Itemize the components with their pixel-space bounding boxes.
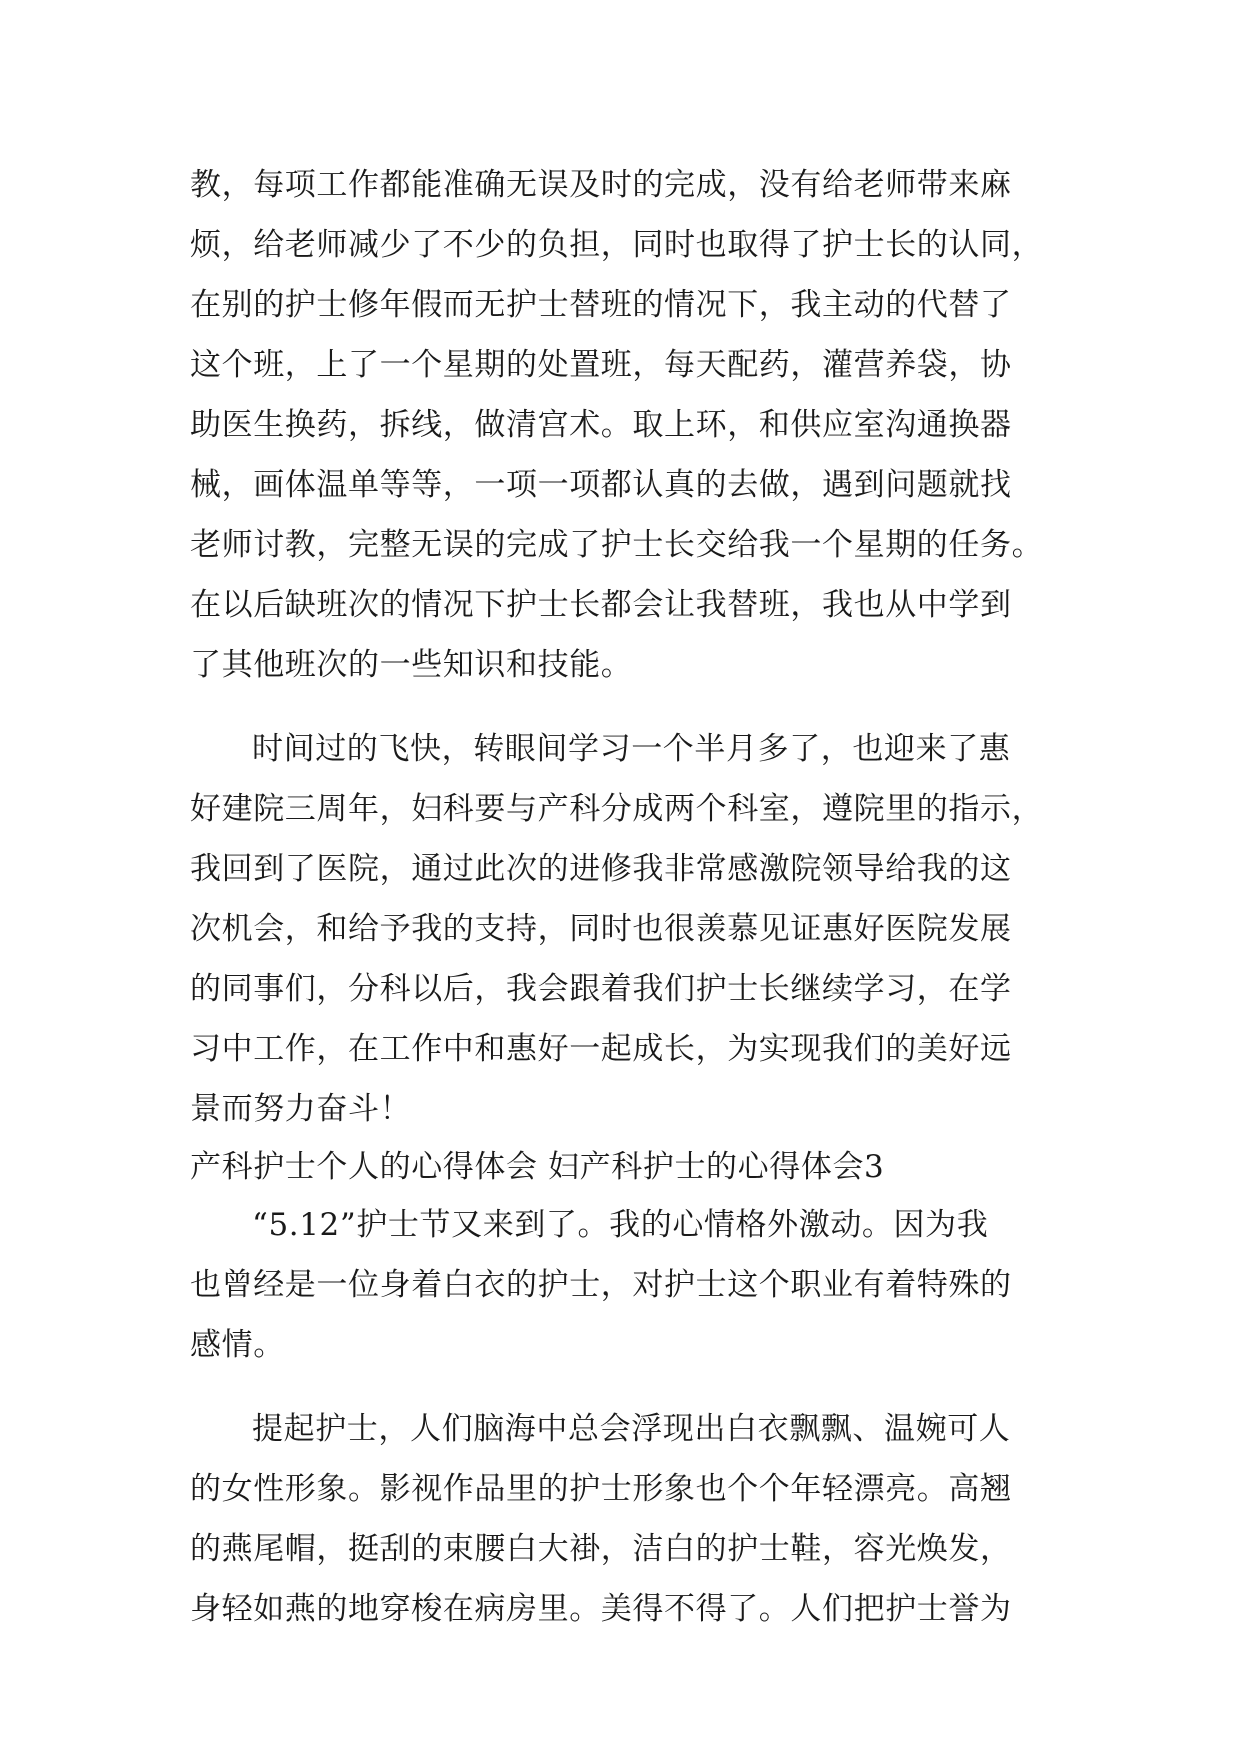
paragraph-line: 身轻如燕的地穿梭在病房里。美得不得了。人们把护士誉为 [190, 1591, 1012, 1627]
paragraph-line: 老师讨教，完整无误的完成了护士长交给我一个星期的任务。 [190, 527, 1044, 563]
paragraph-spacer [190, 695, 1060, 719]
paragraph-line: 时间过的飞快，转眼间学习一个半月多了，也迎来了惠 [252, 731, 1011, 767]
paragraph-1 [190, 155, 1060, 695]
paragraph-line: 感情。 [190, 1327, 285, 1363]
paragraph-line: 次机会，和给予我的支持，同时也很羡慕见证惠好医院发展 [190, 911, 1012, 947]
paragraph-2 [190, 719, 1060, 1139]
paragraph-line: 这个班，上了一个星期的处置班，每天配药，灌营养袋，协 [190, 347, 1012, 383]
paragraph-line: 好建院三周年，妇科要与产科分成两个科室，遵院里的指示， [190, 791, 1044, 827]
document-body [190, 155, 1060, 1639]
paragraph-3 [190, 1195, 1060, 1375]
section-heading: 产科护士个人的心得体会 妇产科护士的心得体会3 [190, 1149, 885, 1185]
paragraph-line: 械，画体温单等等，一项一项都认真的去做，遇到问题就找 [190, 467, 1012, 503]
paragraph-line: 了其他班次的一些知识和技能。 [190, 647, 633, 683]
paragraph-line: 景而努力奋斗！ [190, 1091, 412, 1127]
paragraph-line: 的女性形象。影视作品里的护士形象也个个年轻漂亮。高翘 [190, 1471, 1012, 1507]
paragraph-line: 我回到了医院，通过此次的进修我非常感激院领导给我的这 [190, 851, 1012, 887]
paragraph-spacer [190, 1375, 1060, 1399]
paragraph-line: 在别的护士修年假而无护士替班的情况下，我主动的代替了 [190, 287, 1012, 323]
paragraph-line: 助医生换药，拆线，做清宫术。取上环，和供应室沟通换器 [190, 407, 1012, 443]
paragraph-line: 的同事们，分科以后，我会跟着我们护士长继续学习，在学 [190, 971, 1012, 1007]
paragraph-line: 在以后缺班次的情况下护士长都会让我替班，我也从中学到 [190, 587, 1012, 623]
paragraph-line: 烦，给老师减少了不少的负担，同时也取得了护士长的认同， [190, 227, 1044, 263]
paragraph-4 [190, 1399, 1060, 1639]
paragraph-line: 也曾经是一位身着白衣的护士，对护士这个职业有着特殊的 [190, 1267, 1012, 1303]
paragraph-line: 的燕尾帽，挺刮的束腰白大褂，洁白的护士鞋，容光焕发， [190, 1531, 1012, 1567]
paragraph-line: “5.12”护士节又来到了。我的心情格外激动。因为我 [252, 1207, 989, 1243]
paragraph-line: 教，每项工作都能准确无误及时的完成，没有给老师带来麻 [190, 167, 1012, 203]
paragraph-line: 提起护士，人们脑海中总会浮现出白衣飘飘、温婉可人 [252, 1411, 1011, 1447]
paragraph-line: 习中工作，在工作中和惠好一起成长，为实现我们的美好远 [190, 1031, 1012, 1067]
